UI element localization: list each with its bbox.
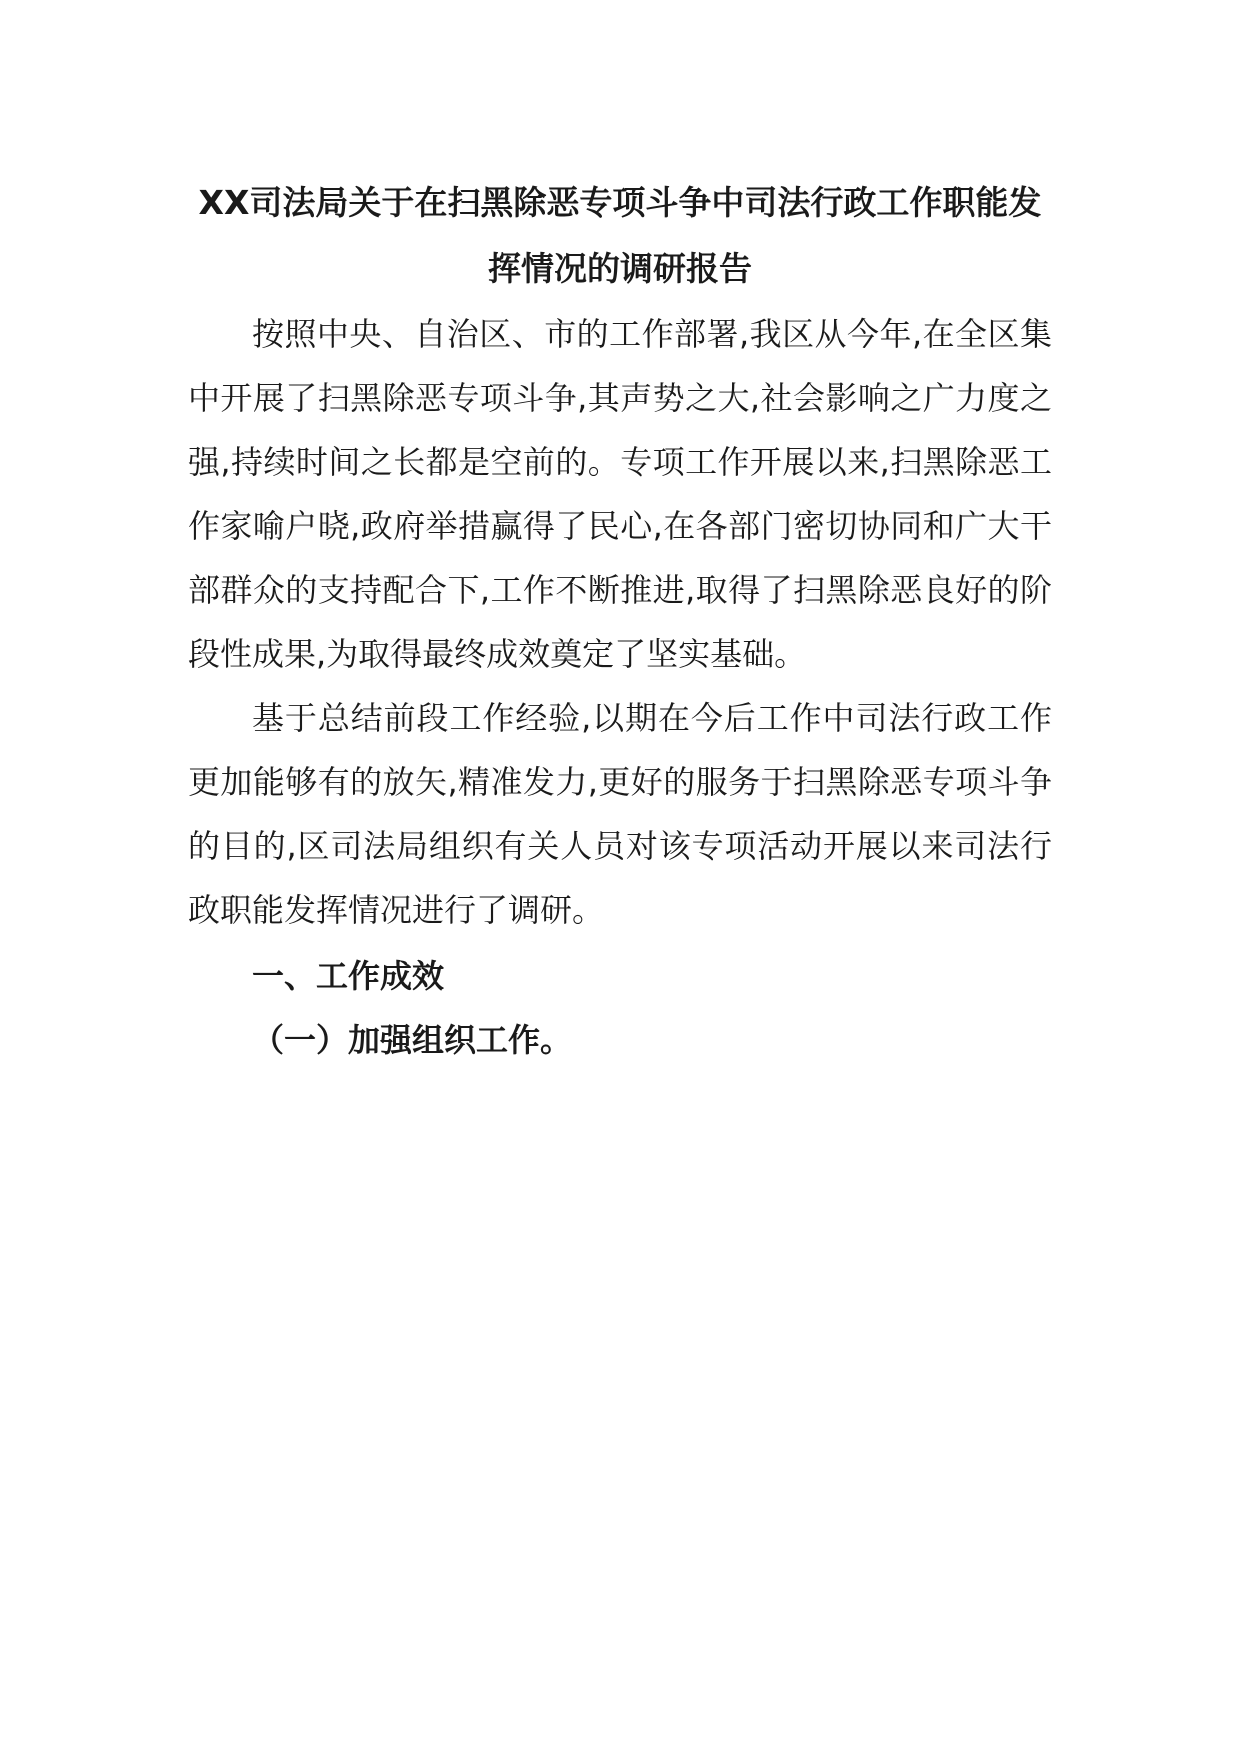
document-content xyxy=(188,170,1052,1072)
paragraph-intro: 按照中央、自治区、市的工作部署,我区从今年,在全区集中开展了扫黑除恶专项斗争,其声势之大,社会影响之广力度之强,持续时间之长都是空前的。专项工作开展以来,扫黑除恶工作家喻户晓,政府举措赢得了民心,在各部门密切协同和广大干部群众的支持配合下,工作不断推进,取得了扫黑除恶良好的阶段性成果,为取得最终成效奠定了坚实基础。 xyxy=(188,315,1052,673)
subsection-heading: （一）加强组织工作。 xyxy=(252,1021,573,1059)
paragraph-purpose: 基于总结前段工作经验,以期在今后工作中司法行政工作更加能够有的放矢,精准发力,更好的服务于扫黑除恶专项斗争的目的,区司法局组织有关人员对该专项活动开展以来司法行政职能发挥情况进行了调研。 xyxy=(188,699,1052,929)
section-heading: 一、工作成效 xyxy=(252,957,445,995)
document-title: XX司法局关于在扫黑除恶专项斗争中司法行政工作职能发挥情况的调研报告 xyxy=(198,183,1042,288)
